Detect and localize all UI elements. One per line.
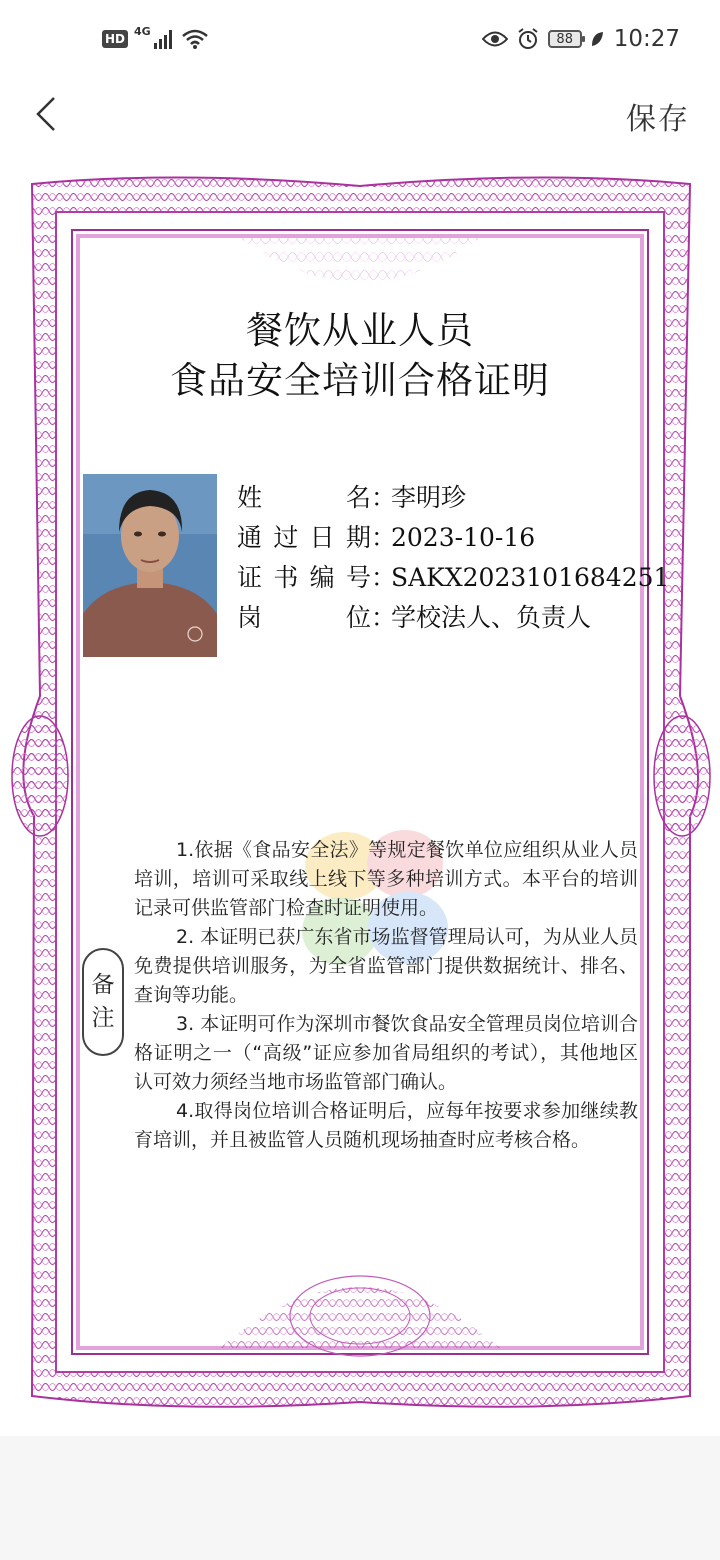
field-certificate-number	[237, 558, 669, 594]
status-time: 10:27	[613, 26, 680, 52]
leaf-icon	[590, 30, 604, 48]
field-position-colon: ：	[371, 603, 397, 632]
field-name-colon: ：	[371, 483, 397, 512]
field-pass-date	[237, 518, 535, 554]
status-left	[102, 24, 209, 50]
back-button[interactable]	[26, 92, 66, 136]
field-certificate-number-colon: ：	[371, 563, 397, 592]
status-right	[482, 26, 680, 52]
hd-badge: HD	[102, 30, 128, 48]
field-position-value: 学校法人、负责人	[391, 603, 592, 632]
field-certificate-number-value: SAKX2023101684251	[391, 563, 670, 592]
certificate-title-line1: 餐饮从业人员	[246, 309, 474, 352]
remarks-badge-char1: 备	[91, 972, 115, 998]
field-pass-date-colon: ：	[371, 523, 397, 552]
chevron-left-icon	[34, 96, 58, 132]
eye-icon	[482, 30, 508, 48]
field-name-value: 李明珍	[391, 483, 467, 512]
alarm-icon	[516, 27, 540, 51]
certificate-title-line2: 食品安全培训合格证明	[170, 359, 550, 402]
remarks-text	[134, 836, 638, 1155]
field-position	[237, 598, 591, 634]
nav-bar	[0, 84, 720, 144]
field-name-label: 姓名	[237, 483, 371, 512]
remark-item-4: 4.取得岗位培训合格证明后，应每年按要求参加继续教育培训，并且被监管人员随机现场抽查时应考核合格。	[134, 1100, 638, 1151]
field-pass-date-label: 通过日期	[237, 523, 371, 552]
remarks-badge	[82, 948, 124, 1056]
field-pass-date-value: 2023-10-16	[391, 523, 536, 552]
wifi-icon	[181, 28, 209, 50]
remark-item-1: 1.依据《食品安全法》等规定餐饮单位应组织从业人员培训，培训可采取线上线下等多种培训方式。本平台的培训记录可供监管部门检查时证明使用。	[134, 839, 638, 919]
network-type: 4G	[134, 24, 151, 38]
certificate	[0, 176, 720, 1424]
status-bar	[0, 0, 720, 84]
remark-item-2: 2. 本证明已获广东省市场监督管理局认可，为从业人员免费提供培训服务，为全省监管部门提供数据统计、排名、查询等功能。	[134, 926, 638, 1006]
holder-photo	[83, 474, 217, 657]
remark-item-3: 3. 本证明可作为深圳市餐饮食品安全管理员岗位培训合格证明之一（“高级”证应参加省局组织的考试），其他地区认可效力须经当地市场监管部门确认。	[134, 1013, 638, 1093]
field-certificate-number-label: 证书编号	[237, 563, 371, 592]
battery-icon	[548, 30, 582, 48]
field-position-label: 岗位	[237, 603, 371, 632]
field-name	[237, 478, 466, 514]
signal-icon	[153, 29, 175, 49]
battery-level: 88	[556, 31, 573, 47]
save-button[interactable]: 保存	[626, 94, 690, 138]
remarks-badge-char2: 注	[91, 1005, 115, 1031]
